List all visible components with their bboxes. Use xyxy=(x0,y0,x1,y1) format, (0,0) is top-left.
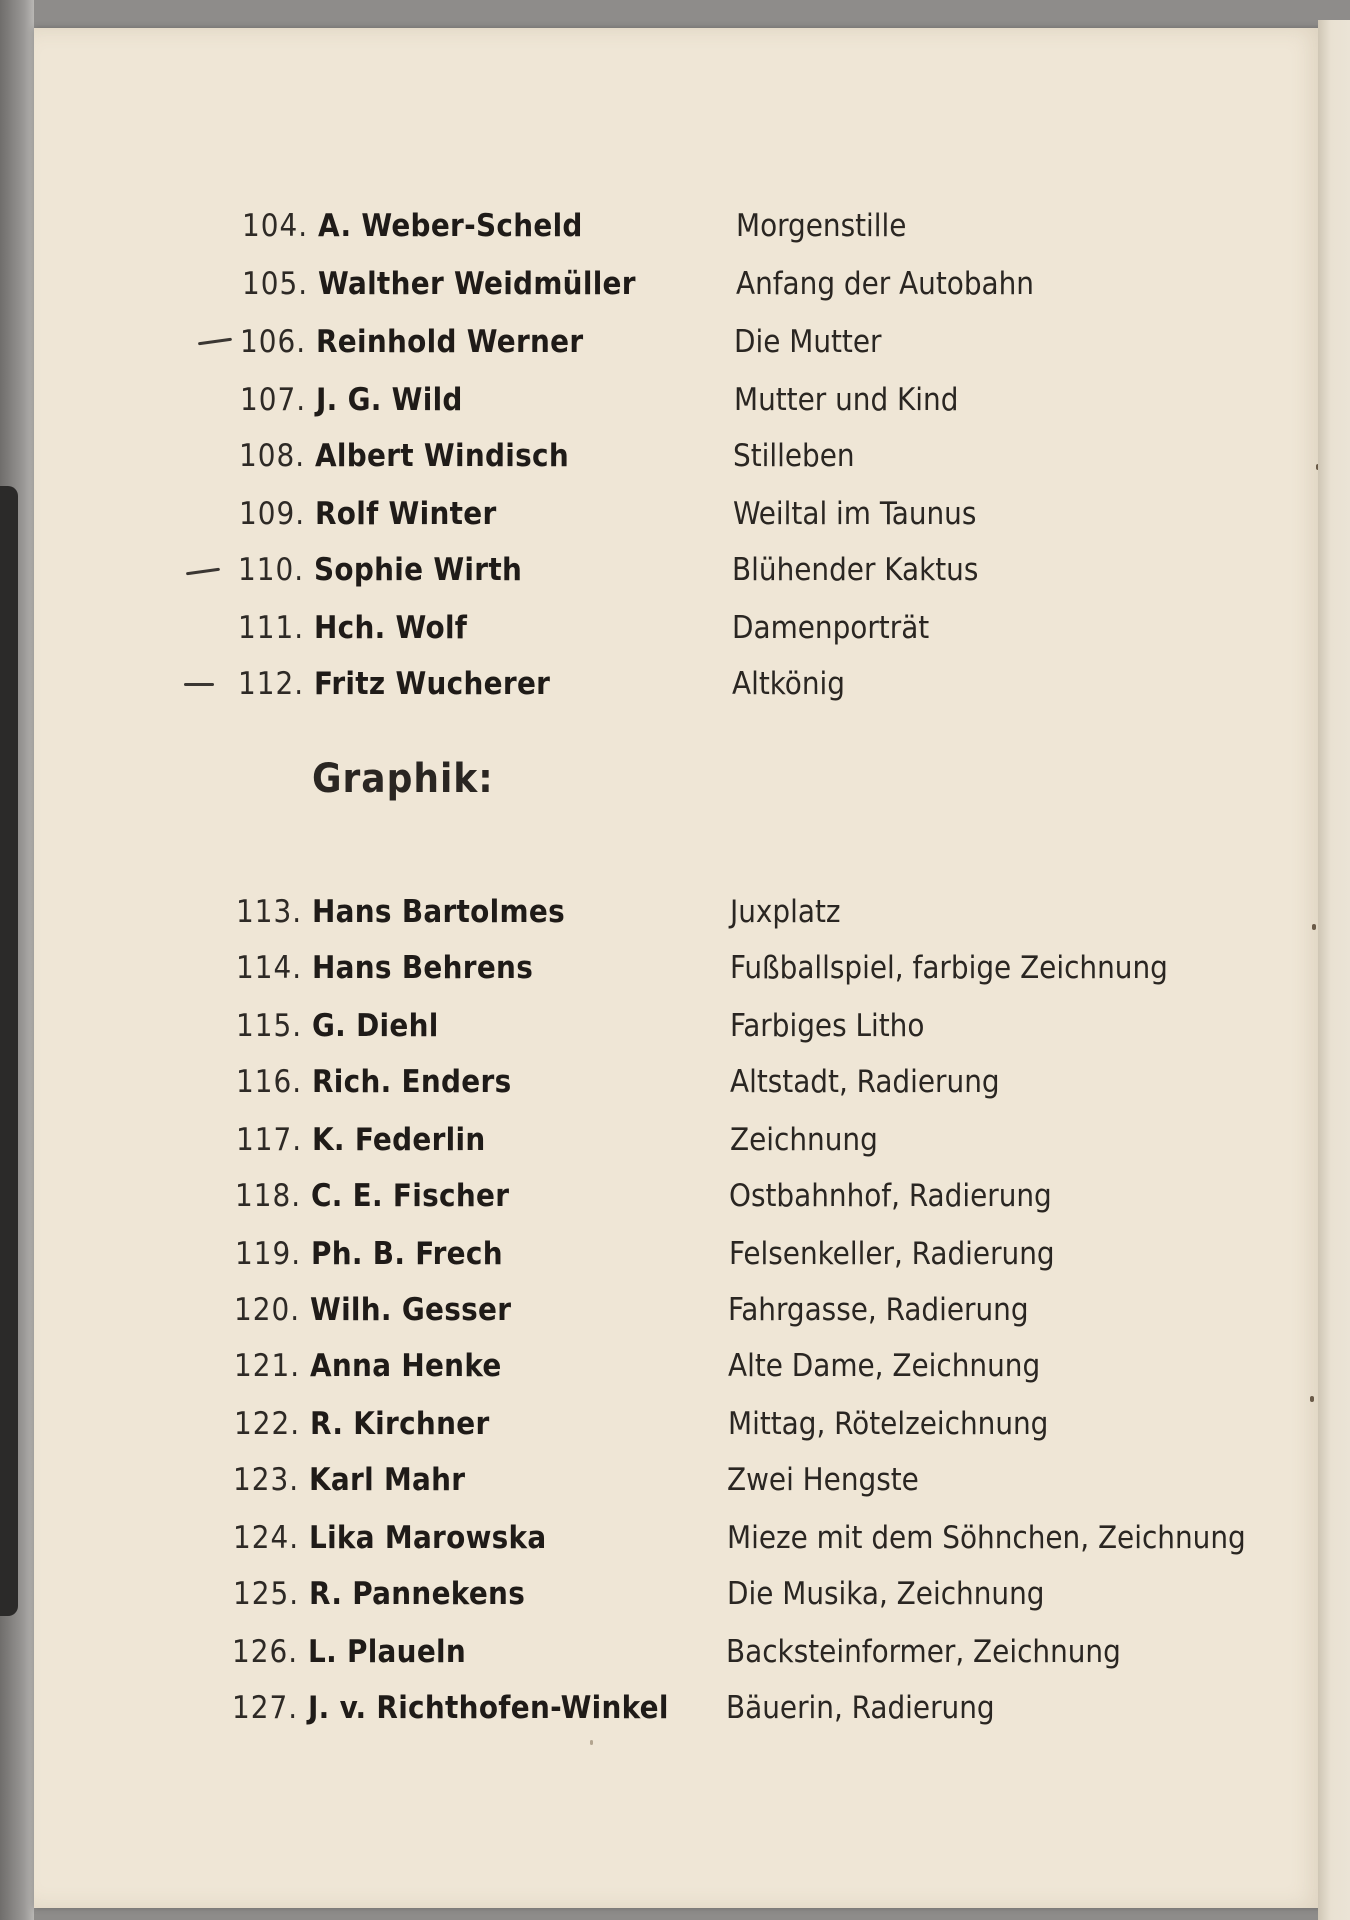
list-item xyxy=(233,1458,1283,1502)
entry-number: 116. xyxy=(236,1064,303,1100)
artwork-title: Mittag, Rötelzeichnung xyxy=(728,1406,1049,1442)
list-item xyxy=(236,946,1286,990)
entry-number: 118. xyxy=(235,1178,302,1214)
artist-name: Sophie Wirth xyxy=(314,552,523,588)
entry-number: 107. xyxy=(240,382,307,418)
paper-speck xyxy=(1312,924,1316,930)
entry-number: 109. xyxy=(239,496,306,532)
artist-name: Karl Mahr xyxy=(309,1462,466,1498)
artist-name: Rolf Winter xyxy=(315,496,497,532)
entry-number: 125. xyxy=(233,1576,300,1612)
list-item xyxy=(240,378,1240,422)
entry-number: 106. xyxy=(240,324,307,360)
artwork-title: Die Musika, Zeichnung xyxy=(727,1576,1045,1612)
list-item xyxy=(238,662,1238,706)
artwork-title: Altstadt, Radierung xyxy=(730,1064,1000,1100)
entry-number: 114. xyxy=(236,950,303,986)
entry-number: 117. xyxy=(236,1122,303,1158)
list-item xyxy=(238,548,1238,592)
artist-name: Hch. Wolf xyxy=(314,610,468,646)
artwork-title: Zeichnung xyxy=(730,1122,878,1158)
entry-number: 105. xyxy=(242,266,309,302)
artist-name: L. Plaueln xyxy=(308,1634,467,1670)
list-item xyxy=(233,1572,1283,1616)
dark-object-edge xyxy=(0,486,18,1616)
artist-name: J. G. Wild xyxy=(316,382,463,418)
entry-number: 119. xyxy=(235,1236,302,1272)
artwork-title: Fahrgasse, Radierung xyxy=(728,1292,1029,1328)
artwork-title: Altkönig xyxy=(732,666,845,702)
artwork-title: Die Mutter xyxy=(734,324,882,360)
artist-name: G. Diehl xyxy=(312,1008,439,1044)
entry-number: 120. xyxy=(234,1292,301,1328)
artist-name: R. Pannekens xyxy=(309,1576,526,1612)
entry-number: 124. xyxy=(233,1520,300,1556)
pencil-tick-mark xyxy=(198,338,232,346)
artwork-title: Weiltal im Taunus xyxy=(733,496,977,532)
artwork-title: Alte Dame, Zeichnung xyxy=(728,1348,1041,1384)
list-item xyxy=(235,1232,1285,1276)
artwork-title: Mutter und Kind xyxy=(734,382,959,418)
artist-name: Hans Behrens xyxy=(312,950,534,986)
list-item xyxy=(242,204,1242,248)
list-item xyxy=(239,434,1239,478)
artwork-title: Juxplatz xyxy=(730,894,841,930)
entry-number: 110. xyxy=(238,552,305,588)
artwork-title: Zwei Hengste xyxy=(727,1462,919,1498)
artist-name: Wilh. Gesser xyxy=(310,1292,512,1328)
entry-number: 113. xyxy=(236,894,303,930)
list-item xyxy=(240,320,1240,364)
list-item xyxy=(236,1004,1286,1048)
entry-number: 127. xyxy=(232,1690,299,1726)
entry-number: 112. xyxy=(238,666,305,702)
artwork-title: Blühender Kaktus xyxy=(732,552,979,588)
artist-name: R. Kirchner xyxy=(310,1406,490,1442)
artist-name: Reinhold Werner xyxy=(316,324,584,360)
list-item xyxy=(234,1344,1284,1388)
list-item xyxy=(239,492,1239,536)
list-item xyxy=(232,1686,1282,1730)
entry-number: 122. xyxy=(234,1406,301,1442)
entry-number: 115. xyxy=(236,1008,303,1044)
list-item xyxy=(234,1288,1284,1332)
section-heading: Graphik: xyxy=(312,756,494,802)
pencil-tick-mark xyxy=(186,568,220,576)
artwork-title: Damenporträt xyxy=(732,610,930,646)
artist-name: C. E. Fischer xyxy=(311,1178,510,1214)
entry-number: 121. xyxy=(234,1348,301,1384)
artist-name: Lika Marowska xyxy=(309,1520,547,1556)
artwork-title: Stilleben xyxy=(733,438,855,474)
list-item xyxy=(236,1118,1286,1162)
artwork-title: Farbiges Litho xyxy=(730,1008,925,1044)
artist-name: Fritz Wucherer xyxy=(314,666,551,702)
entry-number: 108. xyxy=(239,438,306,474)
artist-name: Ph. B. Frech xyxy=(311,1236,503,1272)
artwork-title: Mieze mit dem Söhnchen, Zeichnung xyxy=(727,1520,1246,1556)
entry-number: 111. xyxy=(238,610,305,646)
list-item xyxy=(238,606,1238,650)
artist-name: J. v. Richthofen-Winkel xyxy=(308,1690,669,1726)
paper-speck xyxy=(1310,1396,1314,1402)
list-item xyxy=(234,1402,1284,1446)
artist-name: Walther Weidmüller xyxy=(318,266,636,302)
artwork-title: Fußballspiel, farbige Zeichnung xyxy=(730,950,1168,986)
artist-name: Anna Henke xyxy=(310,1348,502,1384)
entry-number: 123. xyxy=(233,1462,300,1498)
artwork-title: Backsteinformer, Zeichnung xyxy=(726,1634,1121,1670)
entry-number: 126. xyxy=(232,1634,299,1670)
artwork-title: Bäuerin, Radierung xyxy=(726,1690,995,1726)
pencil-tick-mark xyxy=(184,683,214,686)
artwork-title: Ostbahnhof, Radierung xyxy=(729,1178,1052,1214)
artwork-title: Anfang der Autobahn xyxy=(736,266,1034,302)
list-item xyxy=(233,1516,1283,1560)
entry-number: 104. xyxy=(242,208,309,244)
list-item xyxy=(236,890,1286,934)
artist-name: Hans Bartolmes xyxy=(312,894,565,930)
list-item xyxy=(232,1630,1282,1674)
book-gutter xyxy=(1318,20,1350,1920)
artwork-title: Felsenkeller, Radierung xyxy=(729,1236,1055,1272)
list-item xyxy=(235,1174,1285,1218)
artist-name: Rich. Enders xyxy=(312,1064,512,1100)
artwork-title: Morgenstille xyxy=(736,208,907,244)
paper-speck xyxy=(590,1740,593,1745)
list-item xyxy=(242,262,1242,306)
catalog-page xyxy=(34,28,1326,1908)
artist-name: Albert Windisch xyxy=(315,438,570,474)
list-item xyxy=(236,1060,1286,1104)
artist-name: K. Federlin xyxy=(312,1122,486,1158)
artist-name: A. Weber-Scheld xyxy=(318,208,583,244)
